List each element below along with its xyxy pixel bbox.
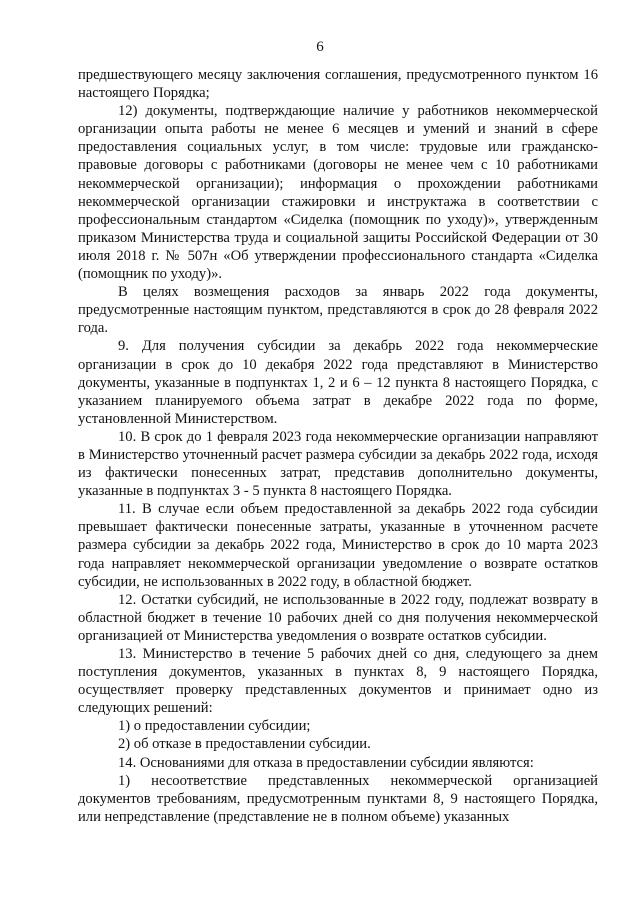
paragraph-clause-12: 12. Остатки субсидий, не использованные в 2022 году, подлежат возврату в областной бюджет в течение 10 рабочих дней со дня получения некоммерческой организацией от Министерства уведомления о возврате остатков субсидии. [78,591,598,644]
paragraph-item-12: 12) документы, подтверждающие наличие у работников некоммерческой организации опыта работы не менее 6 месяцев и умений и знаний в сфере предоставления социальных услуг, в том числе: трудовые или гражданско-правовые договоры с работниками (договоры не менее чем с 10 работниками некоммерческой организации); информация о прохождении работниками некоммерческой организации стажировки и инструктажа в соответствии с профессиональным стандартом «Сиделка (помощник по уходу)», утвержденным приказом Министерства труда и социальной защиты Российской Федерации от 30 июля 2018 г. № 507н «Об утверждении профессионального стандарта «Сиделка (помощник по уходу)». [78,103,598,283]
paragraph-continuation: предшествующего месяцу заключения соглашения, предусмотренного пунктом 16 настоящего Порядка; [78,67,598,102]
paragraph-clause-14: 14. Основаниями для отказа в предоставлении субсидии являются: [118,754,534,771]
paragraph-clause-9: 9. Для получения субсидии за декабрь 2022 года некоммерческие организации в срок до 10 декабря 2022 года представляют в Министерство документы, указанные в подпунктах 1, 2 и 6 – 12 пункта 8 настоящего Порядка, с указанием планируемого объема затрат в декабре 2022 года по форме, установленной Министерством. [78,338,598,427]
document-body [78,66,598,826]
paragraph-decision-2: 2) об отказе в предоставлении субсидии. [118,736,371,753]
paragraph-clause-11: 11. В случае если объем предоставленной за декабрь 2022 года субсидии превышает фактически понесенные затраты, указанные в уточненном расчете размера субсидии за декабрь 2022 года, Министерство в срок до 10 марта 2023 года направляет некоммерческой организации уведомление о возврате остатков субсидии, не использованных в 2022 году, в областной бюджет. [78,501,598,590]
page-number: 6 [316,39,324,55]
paragraph-clause-13: 13. Министерство в течение 5 рабочих дней со дня, следующего за днем поступления документов, указанных в пунктах 8, 9 настоящего Порядка, осуществляет проверку представленных документов и принимает одно из следующих решений: [78,646,598,717]
paragraph-decision-1: 1) о предоставлении субсидии; [118,718,311,735]
paragraph-clause-10: 10. В срок до 1 февраля 2023 года некоммерческие организации направляют в Министерство уточненный расчет размера субсидии за декабрь 2022 года, исходя из фактически понесенных затрат, представив дополнительно документы, указанные в подпунктах 3 - 5 пункта 8 настоящего Порядка. [78,428,598,500]
paragraph-refusal-reason-1: 1) несоответствие представленных некоммерческой организацией документов требованиям, предусмотренным пунктами 8, 9 настоящего Порядка, или непредставление (представление не в полном объеме) указанных [78,772,598,825]
paragraph-january-expenses: В целях возмещения расходов за январь 2022 года документы, предусмотренные настоящим пунктом, представляются в срок до 28 февраля 2022 года. [78,284,598,337]
